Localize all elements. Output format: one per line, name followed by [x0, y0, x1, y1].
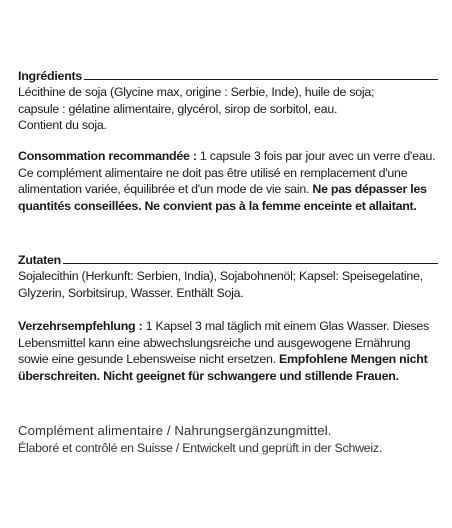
footer-line-1: Complément alimentaire / Nahrungsergänzungmittel. — [18, 423, 332, 438]
fr-usage-text: 1 capsule 3 fois par jour avec un verre d'eau. Ce complément alimentaire ne doit pas être utilisé en remplacement d'une alimentation variée, équilibrée et d'un mode de vie sain. — [18, 149, 436, 196]
fr-ingredients-line-3: Contient du soja. — [18, 118, 107, 132]
fr-warning: Ne pas dépasser les quantités conseillées. Ne convient pas à la femme enceinte et allaitant. — [18, 182, 427, 213]
de-usage-text: 1 Kapsel 3 mal täglich mit einem Glas Wasser. Dieses Lebensmittel kann eine abwechslungsreiche und ausgewogene Ernährung sowie eine gesunde Lebensweise nicht ersetzen. — [18, 319, 429, 366]
fr-usage-paragraph — [18, 148, 438, 214]
de-usage-section — [18, 318, 438, 384]
heading-underline — [84, 68, 438, 80]
fr-ingredients-line-2: capsule : gélatine alimentaire, glycérol, sirop de sorbitol, eau. — [18, 101, 338, 116]
de-ingredients-text: Sojalecithin (Herkunft: Serbien, India), Sojabohnenöl; Kapsel: Speisegelatine, Glyzerin, Sorbitsirup, Wasser. Enthält Soja. — [18, 269, 423, 300]
de-ingredients-heading-row — [18, 252, 438, 268]
fr-usage-label: Consommation recommandée : — [18, 149, 197, 163]
de-usage-label: Verzehrsempfehlung : — [18, 319, 143, 333]
footer-line-2: Élaboré et contrôlé en Suisse / Entwickelt und geprüft in der Schweiz. — [18, 441, 383, 455]
fr-usage-section — [18, 148, 438, 214]
de-ingredients-heading: Zutaten — [18, 253, 61, 267]
de-usage-paragraph — [18, 318, 438, 384]
fr-ingredients-section — [18, 68, 438, 134]
de-ingredients-section — [18, 252, 438, 301]
fr-ingredients-heading: Ingrédients — [18, 69, 83, 83]
heading-underline — [63, 252, 438, 264]
de-warning: Empfohlene Mengen nicht überschreiten. Nicht geeignet für schwangere und stillende Frauen. — [18, 352, 428, 383]
fr-ingredients-line-1: Lécithine de soja (Glycine max, origine : Serbie, Inde), huile de soja; — [18, 85, 375, 99]
fr-ingredients-heading-row — [18, 68, 438, 84]
footer-section — [18, 422, 438, 457]
